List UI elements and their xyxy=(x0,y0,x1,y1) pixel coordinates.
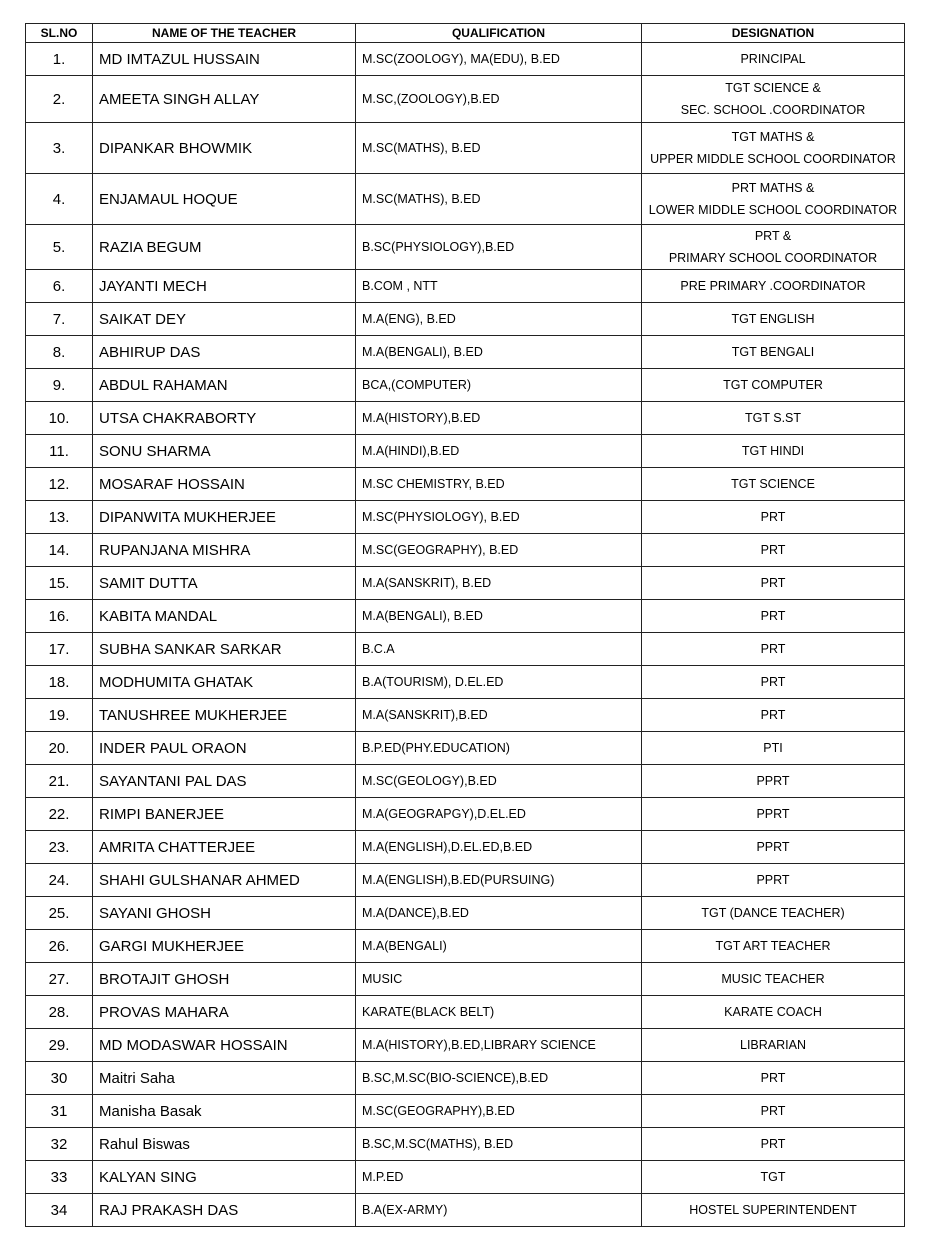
qualification-cell: B.A(TOURISM), D.EL.ED xyxy=(356,666,642,699)
designation-cell xyxy=(642,501,905,534)
qualification-cell: B.SC,M.SC(BIO-SCIENCE),B.ED xyxy=(356,1062,642,1095)
table-row xyxy=(26,1161,905,1194)
serial-number-cell: 30 xyxy=(26,1062,93,1095)
serial-number-cell: 2. xyxy=(26,76,93,123)
serial-number-cell: 10. xyxy=(26,402,93,435)
designation-cell xyxy=(642,468,905,501)
teacher-name-cell: AMRITA CHATTERJEE xyxy=(93,831,356,864)
designation-line: PRT MATHS & xyxy=(731,181,815,195)
designation-line: PRT xyxy=(760,543,786,557)
designation-cell xyxy=(642,567,905,600)
qualification-cell: MUSIC xyxy=(356,963,642,996)
serial-number-cell: 16. xyxy=(26,600,93,633)
teacher-name-cell: ENJAMAUL HOQUE xyxy=(93,174,356,225)
designation-cell xyxy=(642,666,905,699)
designation-line: PRT xyxy=(760,708,786,722)
teacher-name-cell: SAYANTANI PAL DAS xyxy=(93,765,356,798)
designation-cell xyxy=(642,1029,905,1062)
teacher-name-cell: TANUSHREE MUKHERJEE xyxy=(93,699,356,732)
teacher-name-cell: RIMPI BANERJEE xyxy=(93,798,356,831)
designation-line: HOSTEL SUPERINTENDENT xyxy=(689,1203,857,1217)
designation-line: PRT xyxy=(760,510,786,524)
table-row xyxy=(26,468,905,501)
designation-cell xyxy=(642,831,905,864)
serial-number-cell: 5. xyxy=(26,225,93,270)
teacher-name-cell: PROVAS MAHARA xyxy=(93,996,356,1029)
qualification-cell: M.SC(MATHS), B.ED xyxy=(356,123,642,174)
designation-cell xyxy=(642,336,905,369)
table-row xyxy=(26,501,905,534)
designation-line: PPRT xyxy=(756,873,790,887)
qualification-cell: B.SC,M.SC(MATHS), B.ED xyxy=(356,1128,642,1161)
designation-cell xyxy=(642,798,905,831)
designation-line: TGT BENGALI xyxy=(731,345,815,359)
teacher-name-cell: SAIKAT DEY xyxy=(93,303,356,336)
teacher-name-cell: Rahul Biswas xyxy=(93,1128,356,1161)
designation-line: TGT xyxy=(760,1170,786,1184)
teacher-name-cell: Manisha Basak xyxy=(93,1095,356,1128)
teacher-name-cell: SAMIT DUTTA xyxy=(93,567,356,600)
designation-line: PRT xyxy=(760,675,786,689)
designation-line: TGT COMPUTER xyxy=(723,378,823,392)
table-row xyxy=(26,303,905,336)
designation-line: TGT S.ST xyxy=(744,411,802,425)
teacher-name-cell: MODHUMITA GHATAK xyxy=(93,666,356,699)
table-row xyxy=(26,43,905,76)
designation-line: PPRT xyxy=(756,774,790,788)
table-row xyxy=(26,402,905,435)
designation-cell xyxy=(642,123,905,174)
serial-number-cell: 6. xyxy=(26,270,93,303)
qualification-cell: M.A(HISTORY),B.ED xyxy=(356,402,642,435)
teacher-name-cell: SAYANI GHOSH xyxy=(93,897,356,930)
qualification-cell: M.A(BENGALI), B.ED xyxy=(356,336,642,369)
qualification-cell: B.C.A xyxy=(356,633,642,666)
qualification-cell: M.SC CHEMISTRY, B.ED xyxy=(356,468,642,501)
table-row xyxy=(26,435,905,468)
table-row xyxy=(26,798,905,831)
table-row xyxy=(26,1062,905,1095)
serial-number-cell: 22. xyxy=(26,798,93,831)
serial-number-cell: 14. xyxy=(26,534,93,567)
designation-cell xyxy=(642,996,905,1029)
table-header-row xyxy=(26,24,905,43)
teacher-name-cell: UTSA CHAKRABORTY xyxy=(93,402,356,435)
table-row xyxy=(26,174,905,225)
designation-cell xyxy=(642,963,905,996)
table-row xyxy=(26,666,905,699)
teacher-name-cell: RAZIA BEGUM xyxy=(93,225,356,270)
serial-number-cell: 23. xyxy=(26,831,93,864)
serial-number-cell: 1. xyxy=(26,43,93,76)
designation-line: MUSIC TEACHER xyxy=(721,972,825,986)
designation-cell xyxy=(642,633,905,666)
designation-cell xyxy=(642,699,905,732)
header-name: NAME OF THE TEACHER xyxy=(93,24,356,43)
header-designation: DESIGNATION xyxy=(642,24,905,43)
table-row xyxy=(26,732,905,765)
serial-number-cell: 9. xyxy=(26,369,93,402)
designation-cell xyxy=(642,43,905,76)
designation-line: PRINCIPAL xyxy=(740,52,806,66)
table-row xyxy=(26,930,905,963)
table-row xyxy=(26,897,905,930)
serial-number-cell: 28. xyxy=(26,996,93,1029)
designation-cell xyxy=(642,303,905,336)
table-row xyxy=(26,864,905,897)
table-row xyxy=(26,1194,905,1227)
designation-cell xyxy=(642,1095,905,1128)
qualification-cell: M.SC(GEOLOGY),B.ED xyxy=(356,765,642,798)
serial-number-cell: 27. xyxy=(26,963,93,996)
serial-number-cell: 11. xyxy=(26,435,93,468)
qualification-cell: B.A(EX-ARMY) xyxy=(356,1194,642,1227)
teacher-name-cell: Maitri Saha xyxy=(93,1062,356,1095)
qualification-cell: M.A(ENG), B.ED xyxy=(356,303,642,336)
designation-cell xyxy=(642,402,905,435)
designation-line: TGT MATHS & xyxy=(731,130,815,144)
table-row xyxy=(26,1029,905,1062)
serial-number-cell: 33 xyxy=(26,1161,93,1194)
table-row xyxy=(26,270,905,303)
qualification-cell: M.A(GEOGRAPGY),D.EL.ED xyxy=(356,798,642,831)
teacher-name-cell: SUBHA SANKAR SARKAR xyxy=(93,633,356,666)
teacher-name-cell: SONU SHARMA xyxy=(93,435,356,468)
designation-line: TGT HINDI xyxy=(741,444,805,458)
teacher-name-cell: BROTAJIT GHOSH xyxy=(93,963,356,996)
designation-line: PTI xyxy=(763,741,783,755)
table-body xyxy=(26,43,905,1227)
qualification-cell: KARATE(BLACK BELT) xyxy=(356,996,642,1029)
designation-line: PRT xyxy=(760,609,786,623)
designation-cell xyxy=(642,270,905,303)
teacher-name-cell: GARGI MUKHERJEE xyxy=(93,930,356,963)
designation-line: TGT SCIENCE & xyxy=(725,81,821,95)
designation-line: LOWER MIDDLE SCHOOL COORDINATOR xyxy=(648,203,898,217)
header-qualification: QUALIFICATION xyxy=(356,24,642,43)
table-row xyxy=(26,699,905,732)
designation-cell xyxy=(642,435,905,468)
designation-line: PPRT xyxy=(756,840,790,854)
teacher-name-cell: KABITA MANDAL xyxy=(93,600,356,633)
teacher-name-cell: DIPANKAR BHOWMIK xyxy=(93,123,356,174)
qualification-cell: M.A(HISTORY),B.ED,LIBRARY SCIENCE xyxy=(356,1029,642,1062)
table-row xyxy=(26,963,905,996)
qualification-cell: M.SC(PHYSIOLOGY), B.ED xyxy=(356,501,642,534)
qualification-cell: M.A(DANCE),B.ED xyxy=(356,897,642,930)
serial-number-cell: 20. xyxy=(26,732,93,765)
teacher-name-cell: ABHIRUP DAS xyxy=(93,336,356,369)
serial-number-cell: 24. xyxy=(26,864,93,897)
designation-cell xyxy=(642,1161,905,1194)
serial-number-cell: 17. xyxy=(26,633,93,666)
designation-line: PRT xyxy=(760,576,786,590)
designation-line: PRIMARY SCHOOL COORDINATOR xyxy=(668,251,878,265)
designation-line: PRT xyxy=(760,1071,786,1085)
designation-cell xyxy=(642,225,905,270)
serial-number-cell: 12. xyxy=(26,468,93,501)
designation-line: TGT ENGLISH xyxy=(731,312,815,326)
serial-number-cell: 4. xyxy=(26,174,93,225)
designation-line: PRE PRIMARY .COORDINATOR xyxy=(680,279,866,293)
serial-number-cell: 25. xyxy=(26,897,93,930)
designation-cell xyxy=(642,864,905,897)
designation-cell xyxy=(642,930,905,963)
designation-cell xyxy=(642,76,905,123)
designation-cell xyxy=(642,897,905,930)
table-row xyxy=(26,534,905,567)
teacher-name-cell: MD MODASWAR HOSSAIN xyxy=(93,1029,356,1062)
designation-line: PRT xyxy=(760,1137,786,1151)
qualification-cell: B.COM , NTT xyxy=(356,270,642,303)
serial-number-cell: 8. xyxy=(26,336,93,369)
table-row xyxy=(26,1128,905,1161)
teacher-name-cell: ABDUL RAHAMAN xyxy=(93,369,356,402)
table-row xyxy=(26,336,905,369)
qualification-cell: M.SC(GEOGRAPHY),B.ED xyxy=(356,1095,642,1128)
teacher-name-cell: AMEETA SINGH ALLAY xyxy=(93,76,356,123)
qualification-cell: M.SC,(ZOOLOGY),B.ED xyxy=(356,76,642,123)
table-row xyxy=(26,1095,905,1128)
designation-cell xyxy=(642,534,905,567)
serial-number-cell: 13. xyxy=(26,501,93,534)
serial-number-cell: 7. xyxy=(26,303,93,336)
qualification-cell: M.A(SANSKRIT), B.ED xyxy=(356,567,642,600)
qualification-cell: M.A(SANSKRIT),B.ED xyxy=(356,699,642,732)
table-row xyxy=(26,369,905,402)
designation-cell xyxy=(642,1062,905,1095)
designation-cell xyxy=(642,732,905,765)
serial-number-cell: 18. xyxy=(26,666,93,699)
qualification-cell: M.SC(MATHS), B.ED xyxy=(356,174,642,225)
qualification-cell: B.SC(PHYSIOLOGY),B.ED xyxy=(356,225,642,270)
designation-cell xyxy=(642,765,905,798)
table-row xyxy=(26,831,905,864)
teacher-name-cell: RAJ PRAKASH DAS xyxy=(93,1194,356,1227)
qualification-cell: M.A(ENGLISH),D.EL.ED,B.ED xyxy=(356,831,642,864)
designation-line: PRT xyxy=(760,642,786,656)
serial-number-cell: 34 xyxy=(26,1194,93,1227)
teacher-name-cell: DIPANWITA MUKHERJEE xyxy=(93,501,356,534)
designation-line: PRT xyxy=(760,1104,786,1118)
qualification-cell: B.P.ED(PHY.EDUCATION) xyxy=(356,732,642,765)
table-row xyxy=(26,765,905,798)
table-row xyxy=(26,633,905,666)
table-row xyxy=(26,996,905,1029)
serial-number-cell: 31 xyxy=(26,1095,93,1128)
table-row xyxy=(26,600,905,633)
teacher-name-cell: SHAHI GULSHANAR AHMED xyxy=(93,864,356,897)
qualification-cell: M.A(BENGALI), B.ED xyxy=(356,600,642,633)
qualification-cell: M.SC(GEOGRAPHY), B.ED xyxy=(356,534,642,567)
header-sl-no: SL.NO xyxy=(26,24,93,43)
designation-cell xyxy=(642,1194,905,1227)
qualification-cell: M.A(BENGALI) xyxy=(356,930,642,963)
table-row xyxy=(26,567,905,600)
qualification-cell: M.SC(ZOOLOGY), MA(EDU), B.ED xyxy=(356,43,642,76)
teacher-name-cell: MD IMTAZUL HUSSAIN xyxy=(93,43,356,76)
table-row xyxy=(26,225,905,270)
serial-number-cell: 19. xyxy=(26,699,93,732)
serial-number-cell: 3. xyxy=(26,123,93,174)
table-row xyxy=(26,123,905,174)
designation-cell xyxy=(642,174,905,225)
serial-number-cell: 26. xyxy=(26,930,93,963)
teacher-name-cell: INDER PAUL ORAON xyxy=(93,732,356,765)
designation-line: KARATE COACH xyxy=(724,1005,822,1019)
qualification-cell: M.P.ED xyxy=(356,1161,642,1194)
qualification-cell: M.A(ENGLISH),B.ED(PURSUING) xyxy=(356,864,642,897)
qualification-cell: M.A(HINDI),B.ED xyxy=(356,435,642,468)
serial-number-cell: 32 xyxy=(26,1128,93,1161)
serial-number-cell: 29. xyxy=(26,1029,93,1062)
teacher-table xyxy=(25,23,905,1227)
designation-line: UPPER MIDDLE SCHOOL COORDINATOR xyxy=(650,152,896,166)
teacher-name-cell: JAYANTI MECH xyxy=(93,270,356,303)
teacher-name-cell: RUPANJANA MISHRA xyxy=(93,534,356,567)
designation-line: SEC. SCHOOL .COORDINATOR xyxy=(680,103,866,117)
designation-line: TGT SCIENCE xyxy=(731,477,815,491)
serial-number-cell: 15. xyxy=(26,567,93,600)
designation-cell xyxy=(642,1128,905,1161)
serial-number-cell: 21. xyxy=(26,765,93,798)
teacher-name-cell: KALYAN SING xyxy=(93,1161,356,1194)
table-row xyxy=(26,76,905,123)
designation-cell xyxy=(642,600,905,633)
designation-line: TGT (DANCE TEACHER) xyxy=(701,906,845,920)
designation-line: PRT & xyxy=(754,229,792,243)
teacher-name-cell: MOSARAF HOSSAIN xyxy=(93,468,356,501)
qualification-cell: BCA,(COMPUTER) xyxy=(356,369,642,402)
designation-line: PPRT xyxy=(756,807,790,821)
designation-line: TGT ART TEACHER xyxy=(715,939,831,953)
designation-line: LIBRARIAN xyxy=(740,1038,806,1052)
designation-cell xyxy=(642,369,905,402)
